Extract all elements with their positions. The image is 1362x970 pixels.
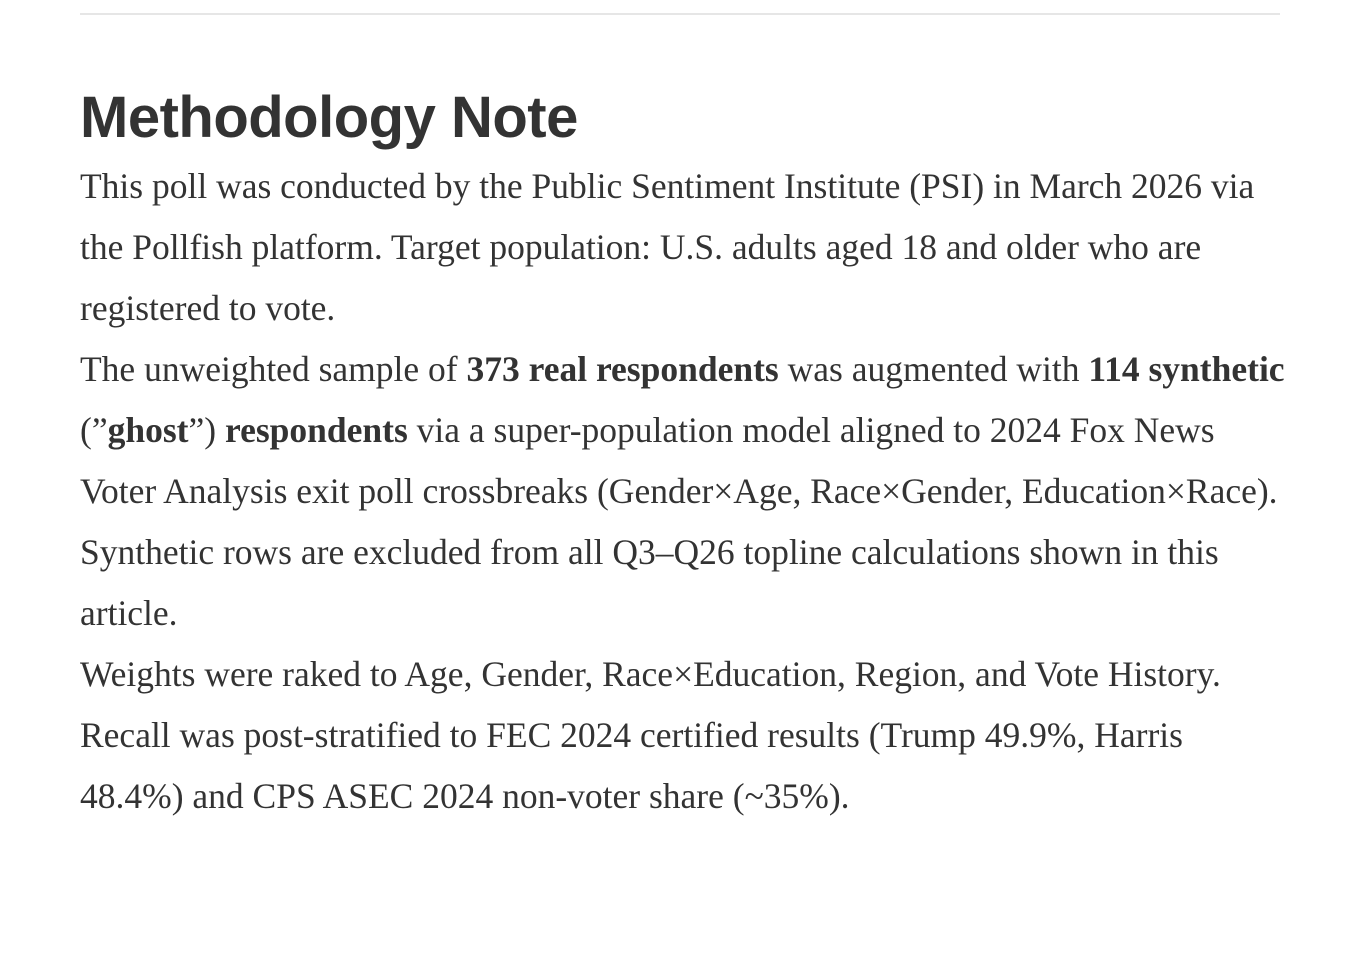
respondents-term: respondents	[224, 410, 408, 450]
real-respondents-count: 373 real respondents	[466, 349, 779, 389]
methodology-paragraph-3: Weights were raked to Age, Gender, Race×Education, Region, and Vote History. Recall was post-stratified to FEC 2024 certified results (Trump 49.9%, Harris 48.4%) and CPS ASEC 2024 non-voter share (~35%).	[80, 654, 1221, 816]
section-divider	[80, 13, 1280, 15]
paragraph-text: was augmented with	[778, 349, 1089, 389]
paragraph-text: The unweighted sample of	[80, 349, 467, 389]
methodology-paragraph-2	[80, 339, 1290, 644]
paragraph-text: ”)	[188, 410, 225, 450]
synthetic-respondents-count: 114 synthetic	[1088, 349, 1285, 389]
ghost-term: ghost	[107, 410, 189, 450]
paragraph-text: (”	[80, 410, 108, 450]
section-heading: Methodology Note	[80, 85, 578, 150]
methodology-section	[80, 80, 1290, 827]
paragraph-text: via a super-population model aligned to 2024 Fox News Voter Analysis exit poll crossbreaks (Gender×Age, Race×Gender, Education×Race). Synthetic rows are excluded from all Q3–Q26 topline calculations shown in this article.	[80, 410, 1278, 633]
methodology-paragraph-1: This poll was conducted by the Public Sentiment Institute (PSI) in March 2026 via the Pollfish platform. Target population: U.S. adults aged 18 and older who are registered to vote.	[80, 166, 1255, 328]
